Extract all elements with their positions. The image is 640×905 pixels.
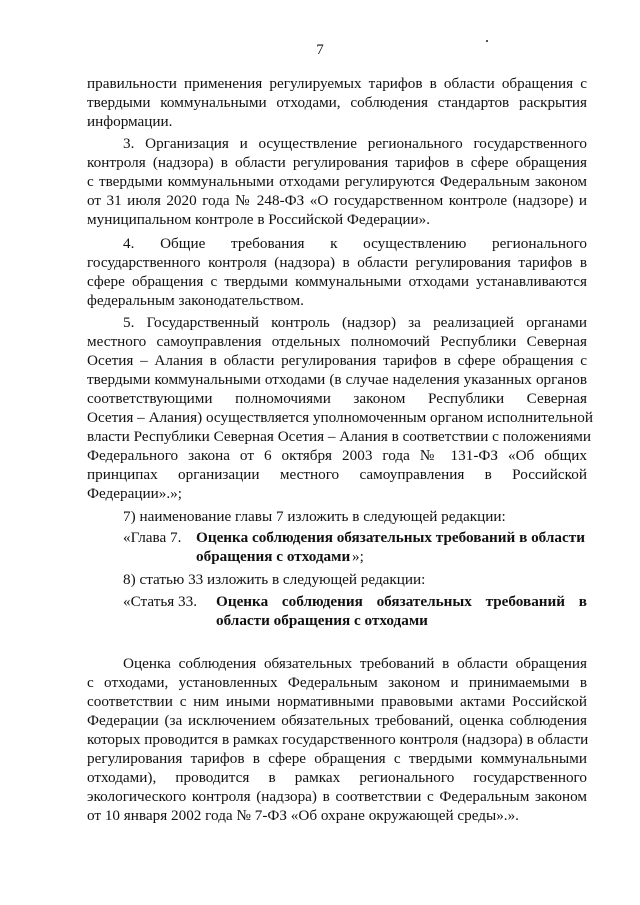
- text-line: сфере обращения с твердыми коммунальными отходами устанавливаются: [87, 273, 587, 290]
- text-line: правильности применения регулируемых тарифов в области обращения с: [87, 75, 587, 92]
- chapter-title-continued: обращения с отходами: [196, 548, 351, 565]
- text-line: от 10 января 2002 года № 7-ФЗ «Об охране окружающей среды».».: [87, 807, 519, 824]
- article-title-continued: области обращения с отходами: [216, 612, 428, 629]
- text-line: 5. Государственный контроль (надзор) за реализацией органами: [123, 314, 587, 331]
- text-line: с отходами, установленных Федеральным законом и принимаемыми в: [87, 674, 587, 691]
- text-line: Осетия – Алания в области регулирования тарифов в сфере обращения с: [87, 352, 587, 369]
- text-line: Федерации».»;: [87, 485, 182, 502]
- text-line: принципах организации местного самоуправления в Российской: [87, 466, 587, 483]
- text-line: с твердыми коммунальными отходами регулируются Федеральным законом: [87, 173, 587, 190]
- text-line: муниципальном контроле в Российской Федерации».: [87, 211, 431, 228]
- text-line: Федерации (за исключением обязательных требований, оценка соблюдения: [87, 712, 587, 729]
- text-line: местного самоуправления отдельных полномочий Республики Северная: [87, 333, 587, 350]
- text-line: которых проводится в рамках государственного контроля (надзора) в области: [87, 731, 589, 748]
- text-line: 7) наименование главы 7 изложить в следующей редакции:: [123, 508, 506, 525]
- text-line: Федерального закона от 6 октября 2003 года № 131-ФЗ «Об общих: [87, 447, 587, 464]
- text-line: от 31 июля 2020 года № 248-ФЗ «О государственном контроле (надзоре) и: [87, 192, 587, 209]
- text-line: соответствии с ним иными нормативными правовыми актами Российской: [87, 693, 587, 710]
- article-title: Оценка соблюдения обязательных требований в: [216, 593, 587, 610]
- text-line: 4. Общие требования к осуществлению регионального: [123, 235, 587, 252]
- text-line: контроля (надзора) в области регулирования тарифов в сфере обращения: [87, 154, 587, 171]
- article-prefix: «Статья 33.: [123, 593, 198, 610]
- chapter-title: Оценка соблюдения обязательных требований в области: [196, 529, 585, 546]
- text-line: 3. Организация и осуществление регионального государственного: [123, 135, 587, 152]
- text-line: информации.: [87, 113, 173, 130]
- text-line: твердыми коммунальными отходами, соблюдения стандартов раскрытия: [87, 94, 587, 111]
- text-line: регулирования тарифов в сфере обращения с твердыми коммунальными: [87, 750, 587, 767]
- text-line: власти Республики Северная Осетия – Алания в соответствии с положениями: [87, 428, 592, 445]
- text-line: Оценка соблюдения обязательных требований в области обращения: [123, 655, 587, 672]
- text-line: отходами), проводится в рамках регионального государственного: [87, 769, 587, 786]
- page-number: 7: [316, 42, 324, 58]
- chapter-suffix: »;: [352, 548, 364, 565]
- text-line: федеральным законодательством.: [87, 292, 304, 309]
- text-line: соответствующими полномочиями законом Республики Северная: [87, 390, 587, 407]
- text-line: твердыми коммунальными отходами (в случае наделения указанных органов: [87, 371, 587, 388]
- text-line: Осетия – Алания) осуществляется уполномоченным органом исполнительной: [87, 409, 594, 426]
- text-line: экологического контроля (надзора) в соответствии с Федеральным законом: [87, 788, 587, 805]
- chapter-prefix: «Глава 7.: [123, 529, 182, 546]
- text-line: государственного контроля (надзора) в области регулирования тарифов в: [87, 254, 587, 271]
- text-line: 8) статью 33 изложить в следующей редакции:: [123, 571, 426, 588]
